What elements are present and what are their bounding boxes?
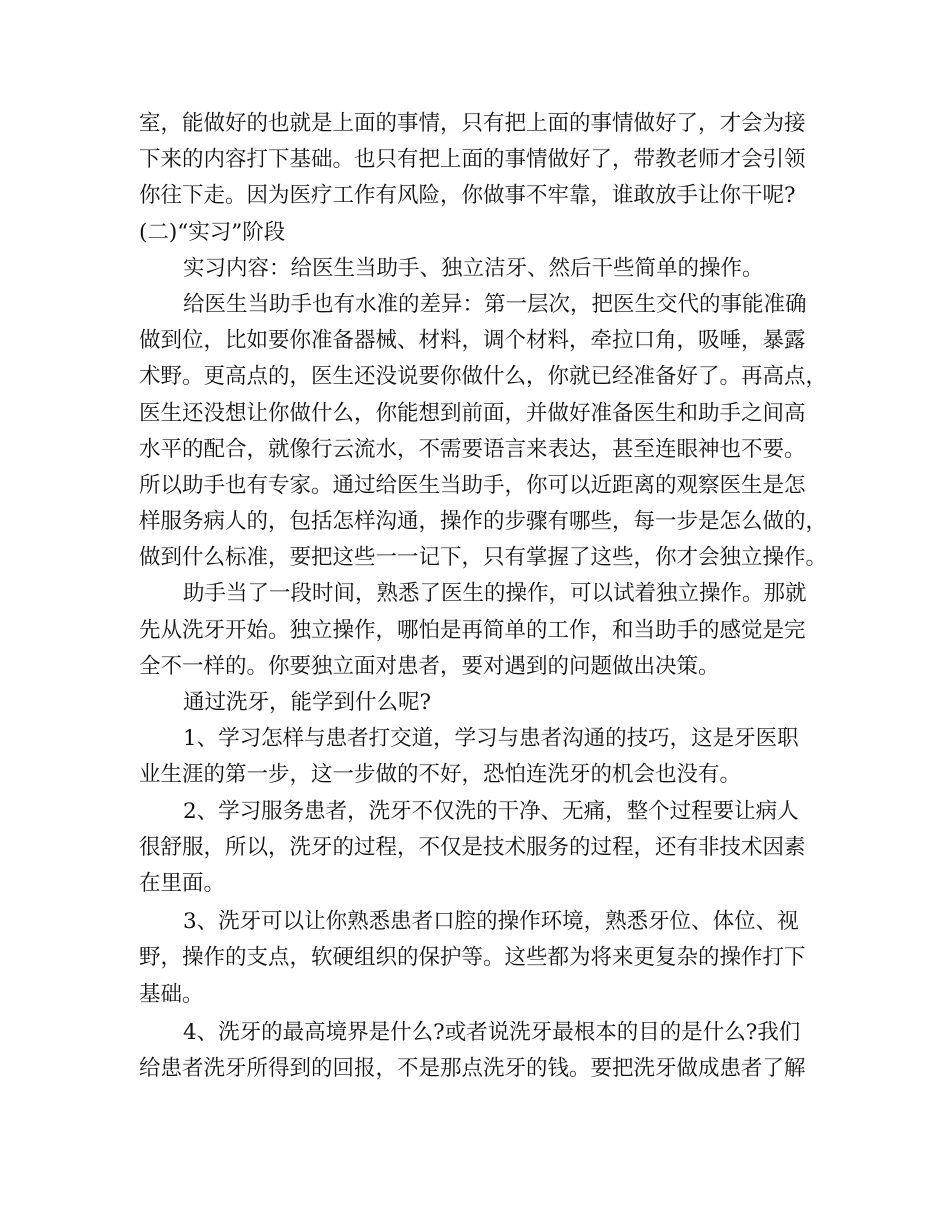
- text-line: 先从洗牙开始。独立操作，哪怕是再简单的工作，和当助手的感觉是完: [139, 617, 806, 643]
- text-line: 医生还没想让你做什么，你能想到前面，并做好准备医生和助手之间高: [139, 400, 806, 426]
- text-line: 助手当了一段时间，熟悉了医生的操作，可以试着独立操作。那就: [183, 581, 807, 607]
- text-line: 业生涯的第一步，这一步做的不好，恐怕连洗牙的机会也没有。: [139, 762, 742, 788]
- text-line: 做到位，比如要你准备器械、材料，调个材料，牵拉口角，吸唾，暴露: [139, 328, 806, 354]
- list-item: 1、学习怎样与患者打交道，学习与患者沟通的技巧，这是牙医职: [183, 726, 799, 752]
- text-line: 你往下走。因为医疗工作有风险，你做事不牢靠，谁敢放手让你干呢?: [139, 183, 796, 209]
- text-line: 室，能做好的也就是上面的事情，只有把上面的事情做好了，才会为接: [139, 111, 806, 136]
- text-line: 下来的内容打下基础。也只有把上面的事情做好了，带教老师才会引领: [139, 147, 806, 173]
- text-line: 野，操作的支点，软硬组织的保护等。这些都为将来更复杂的操作打下: [139, 945, 806, 971]
- text-line: 基础。: [139, 981, 204, 1007]
- document-body: [139, 106, 828, 1087]
- text-line: 全不一样的。你要独立面对患者，要对遇到的问题做出决策。: [139, 653, 720, 679]
- text-line: 术野。更高点的，医生还没说要你做什么，你就已经准备好了。再高点，: [139, 364, 828, 390]
- text-line: 给患者洗牙所得到的回报，不是那点洗牙的钱。要把洗牙做成患者了解: [139, 1055, 806, 1081]
- list-item: 2、学习服务患者，洗牙不仅洗的干净、无痛，整个过程要让病人: [183, 798, 799, 824]
- list-item: 3、洗牙可以让你熟悉患者口腔的操作环境，熟悉牙位、体位、视: [183, 909, 799, 935]
- text-line: 通过洗牙，能学到什么呢?: [183, 690, 432, 715]
- text-line: 给医生当助手也有水准的差异：第一层次，把医生交代的事能准确: [183, 291, 807, 317]
- text-line: 很舒服，所以，洗牙的过程，不仅是技术服务的过程，还有非技术因素: [139, 834, 806, 860]
- text-line: 实习内容：给医生当助手、独立洁牙、然后干些简单的操作。: [183, 255, 764, 281]
- text-line: 样服务病人的，包括怎样沟通，操作的步骤有哪些，每一步是怎么做的，: [139, 509, 828, 535]
- section-heading: (二)“实习”阶段: [139, 219, 286, 245]
- text-line: 在里面。: [139, 870, 226, 896]
- text-line: 所以助手也有专家。通过给医生当助手，你可以近距离的观察医生是怎: [139, 472, 806, 498]
- list-item: 4、洗牙的最高境界是什么?或者说洗牙最根本的目的是什么?我们: [183, 1019, 801, 1045]
- text-line: 做到什么标准，要把这些一一记下，只有掌握了这些，你才会独立操作。: [139, 545, 828, 571]
- text-line: 水平的配合，就像行云流水，不需要语言来表达，甚至连眼神也不要。: [139, 436, 806, 462]
